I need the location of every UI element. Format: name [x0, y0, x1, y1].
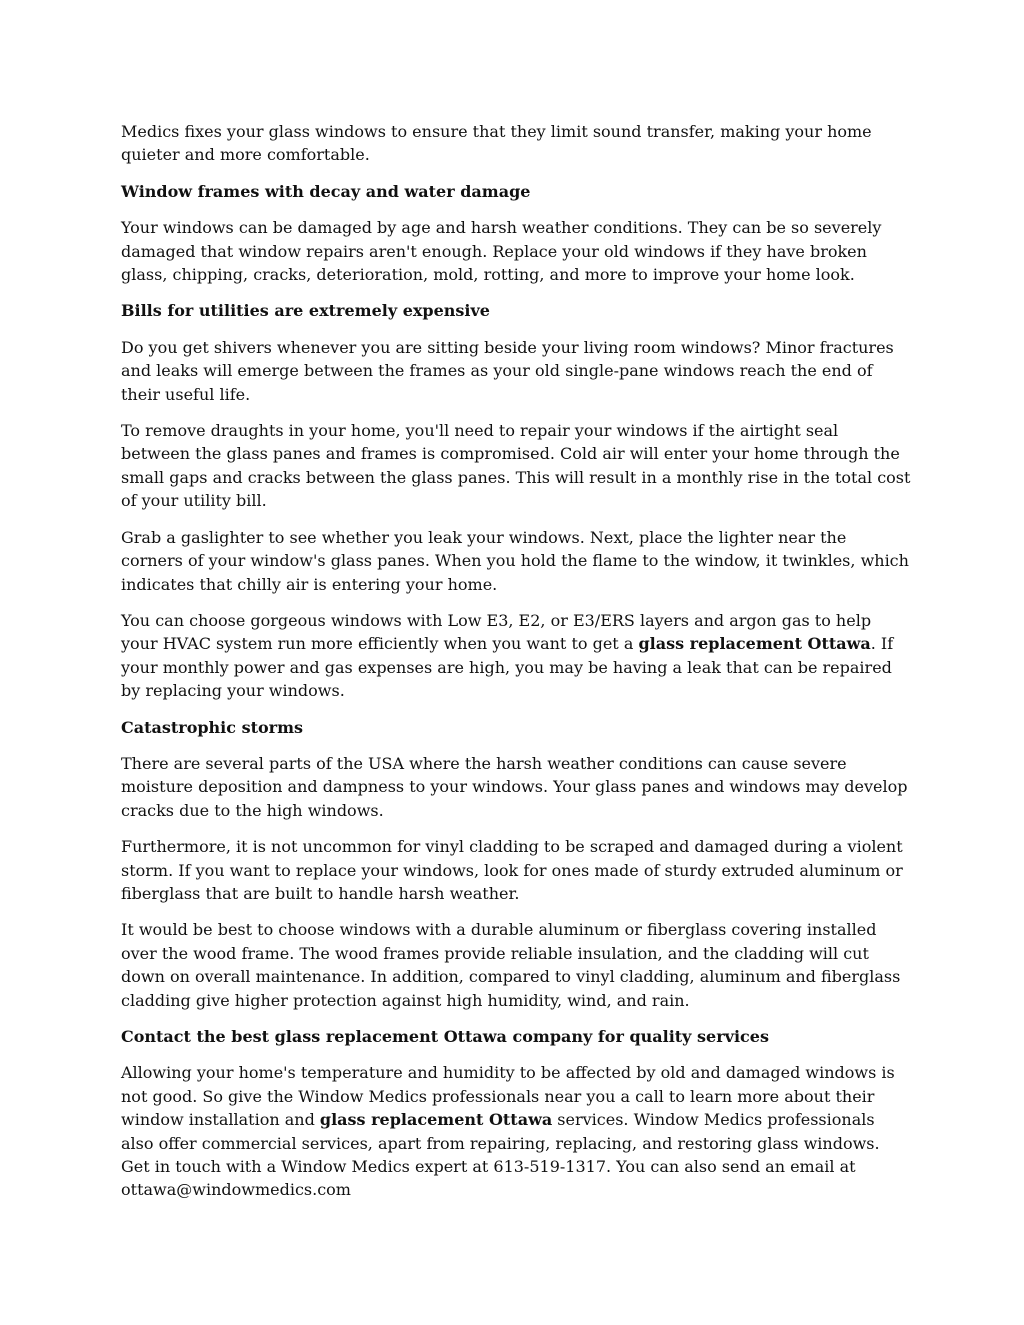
body-paragraph: Medics fixes your glass windows to ensure that they limit sound transfer, making your home quieter and more comfortable. [121, 122, 872, 165]
paragraph-text: . If your monthly power and gas expenses are high, you may be having a leak that can be repaired by replacing your windows. [121, 634, 894, 701]
body-paragraph: Do you get shivers whenever you are sitting beside your living room windows? Minor fractures and leaks will emerge between the frames as your old single-pane windows reach the end of their useful life. [121, 337, 894, 404]
body-paragraph: Furthermore, it is not uncommon for vinyl cladding to be scraped and damaged during a violent storm. If you want to replace your windows, look for ones made of sturdy extruded aluminum or fiberglass that are built to handle harsh weather. [121, 837, 903, 903]
paragraph-text: services. Window Medics professionals also offer commercial services, apart from repairing, replacing, and restoring glass windows. Get in touch with a Window Medics expert at 613-519-1317. You can also send an email at ottawa@windowmedics.com [121, 1110, 880, 1200]
body-paragraph: To remove draughts in your home, you'll need to repair your windows if the airtight seal between the glass panes and frames is compromised. Cold air will enter your home through the small gaps and cracks between the glass panes. This will result in a monthly rise in the total cost of your utility bill. [121, 421, 911, 511]
body-paragraph: There are several parts of the USA where the harsh weather conditions can cause severe moisture deposition and dampness to your windows. Your glass panes and windows may develop cracks due to the high windows. [121, 753, 908, 820]
paragraph-text: You can choose gorgeous windows with Low E3, E2, or E3/ERS layers and argon gas to help your HVAC system run more efficiently when you want to get a [121, 610, 872, 654]
section-heading: Bills for utilities are extremely expensive [121, 301, 490, 321]
bold-keyword: glass replacement Ottawa [319, 1110, 553, 1130]
body-paragraph [121, 1061, 911, 1201]
bold-keyword: glass replacement Ottawa [638, 634, 871, 654]
document-page [121, 120, 911, 1215]
section-heading: Catastrophic storms [121, 717, 304, 737]
section-heading: Window frames with decay and water damage [121, 181, 531, 201]
body-paragraph: Your windows can be damaged by age and harsh weather conditions. They can be so severely damaged that window repairs aren't enough. Replace your old windows if they have broken glass, chipping, cracks, deterioration, mold, rotting, and more to improve your home look. [121, 218, 882, 285]
body-paragraph: It would be best to choose windows with a durable aluminum or fiberglass covering installed over the wood frame. The wood frames provide reliable insulation, and the cladding will cut down on overall maintenance. In addition, compared to vinyl cladding, aluminum and fiberglass cladding give higher protection against high humidity, wind, and rain. [121, 920, 901, 1010]
body-paragraph [121, 609, 911, 703]
section-heading: Contact the best glass replacement Ottawa company for quality services [121, 1027, 769, 1046]
body-paragraph: Grab a gaslighter to see whether you leak your windows. Next, place the lighter near the corners of your window's glass panes. When you hold the flame to the window, it twinkles, which indicates that chilly air is entering your home. [121, 527, 909, 594]
paragraph-text: Allowing your home's temperature and humidity to be affected by old and damaged windows is not good. So give the Window Medics professionals near you a call to learn more about their window installation and [121, 1063, 895, 1130]
